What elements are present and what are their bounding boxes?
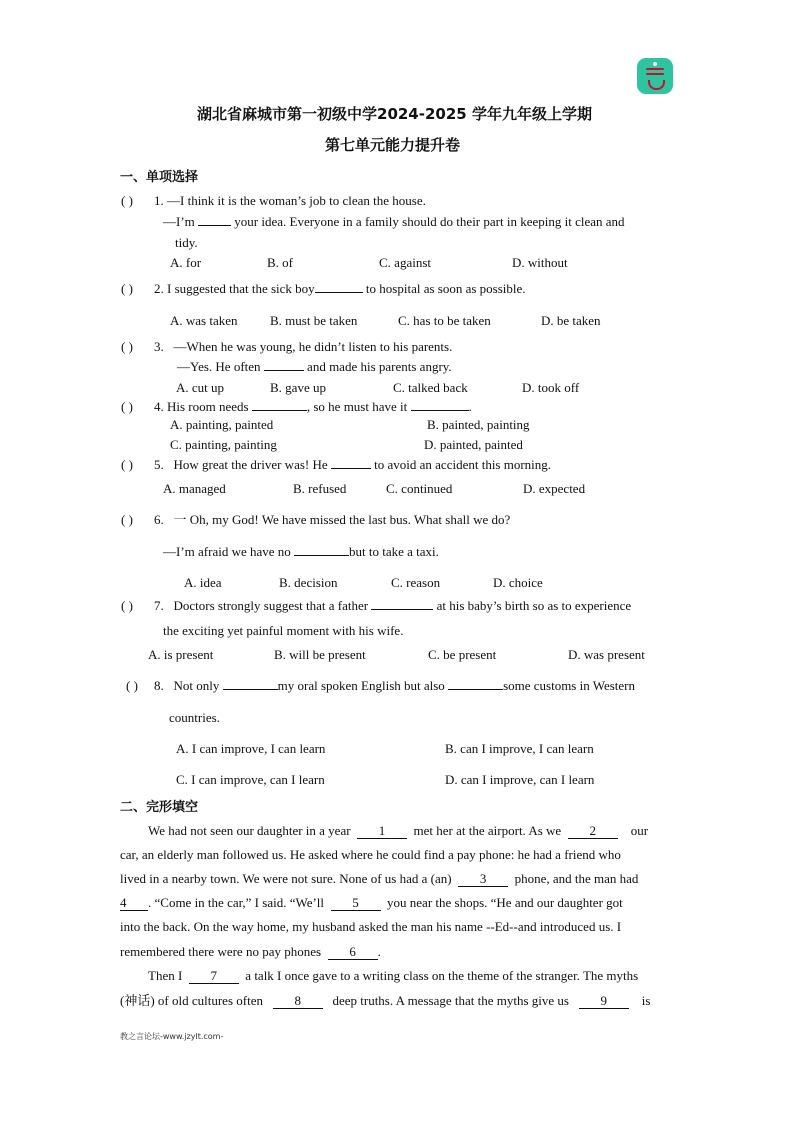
q8-option-c: C. I can improve, can I learn	[176, 772, 325, 787]
q5-option-b: B. refused	[293, 481, 347, 496]
q2-option-b: B. must be taken	[270, 313, 358, 328]
cloze-line-5: into the back. On the way home, my husband asked the man his name --Ed--and introduced us. I	[120, 919, 622, 934]
question-3-paren: ( )	[121, 339, 133, 354]
q5-option-d: D. expected	[523, 481, 586, 496]
question-7-line2: the exciting yet painful moment with his wife.	[163, 623, 404, 638]
q8-option-a: A. I can improve, I can learn	[176, 741, 326, 756]
cloze-line-6: remembered there were no pay phones 6 .	[120, 944, 381, 959]
question-5-stem: 5. How great the driver was! He to avoid an accident this morning.	[154, 457, 552, 472]
question-8-paren: ( )	[126, 678, 138, 693]
q3-option-c: C. talked back	[393, 380, 468, 395]
cloze-line-8: (神话) of old cultures often 8 deep truths. A message that the myths give us 9 is	[120, 993, 651, 1008]
cloze-line-4: 4 . “Come in the car,” I said. “We’ll 5 you near the shops. “He and our daughter got	[120, 895, 623, 910]
question-6-line2: —I’m afraid we have no but to take a taxi.	[163, 544, 439, 559]
q3-option-a: A. cut up	[176, 380, 225, 395]
q2-option-c: C. has to be taken	[398, 313, 491, 328]
cloze-line-1: We had not seen our daughter in a year 1 met her at the airport. As we 2 our	[148, 823, 649, 838]
cloze-blank-2: 2	[568, 824, 618, 839]
question-8-stem: 8. Not only my oral spoken English but also some customs in Western	[154, 678, 636, 693]
q4-option-a: A. painting, painted	[170, 417, 274, 432]
q4-option-c: C. painting, painting	[170, 437, 277, 452]
q5-option-a: A. managed	[163, 481, 226, 496]
q3-option-b: B. gave up	[270, 380, 326, 395]
q4-option-d: D. painted, painted	[424, 437, 523, 452]
document-title: 湖北省麻城市第一初级中学2024-2025 学年九年级上学期	[197, 105, 592, 123]
cloze-blank-3: 3	[458, 872, 508, 887]
question-5-paren: ( )	[121, 457, 133, 472]
q4-option-b: B. painted, painting	[427, 417, 530, 432]
question-1-line3: tidy.	[175, 235, 198, 250]
question-2-paren: ( )	[121, 281, 133, 296]
question-2-stem: 2. I suggested that the sick boy to hospital as soon as possible.	[154, 281, 526, 296]
cloze-blank-1: 1	[357, 824, 407, 839]
cloze-blank-9: 9	[579, 994, 629, 1009]
q7-option-b: B. will be present	[274, 647, 366, 662]
question-6-paren: ( )	[121, 512, 133, 527]
question-8-line2: countries.	[169, 710, 220, 725]
q1-option-d: D. without	[512, 255, 568, 270]
q6-option-a: A. idea	[184, 575, 222, 590]
q1-option-c: C. against	[379, 255, 431, 270]
cloze-blank-7: 7	[189, 969, 239, 984]
q6-option-d: D. choice	[493, 575, 543, 590]
q2-option-d: D. be taken	[541, 313, 601, 328]
question-4-stem: 4. His room needs , so he must have it .	[154, 399, 472, 414]
document-subtitle: 第七单元能力提升卷	[325, 136, 461, 154]
q1-option-b: B. of	[267, 255, 293, 270]
q8-option-b: B. can I improve, I can learn	[445, 741, 594, 756]
question-3-line2: —Yes. He often and made his parents angry.	[177, 359, 452, 374]
question-1-stem: 1. —I think it is the woman’s job to clean the house.	[154, 193, 426, 208]
q7-option-d: D. was present	[568, 647, 645, 662]
cloze-line-7: Then I 7 a talk I once gave to a writing class on the theme of the stranger. The myths	[148, 968, 639, 983]
q7-option-c: C. be present	[428, 647, 497, 662]
question-1-line2: —I’m your idea. Everyone in a family should do their part in keeping it clean and	[163, 214, 625, 229]
cloze-blank-4: 4	[120, 896, 148, 911]
section-heading-single-choice: 一、单项选择	[120, 170, 199, 185]
question-7-stem: 7. Doctors strongly suggest that a father at his baby’s birth so as to experience	[154, 598, 632, 613]
cloze-blank-8: 8	[273, 994, 323, 1009]
question-4-paren: ( )	[121, 399, 133, 414]
footer-source: 教之言论坛-www.jzylt.com-	[120, 1032, 224, 1041]
cloze-line-3: lived in a nearby town. We were not sure. None of us had a (an) 3 phone, and the man had	[120, 871, 639, 886]
q2-option-a: A. was taken	[170, 313, 238, 328]
question-6-stem: 6. 一 Oh, my God! We have missed the last bus. What shall we do?	[154, 512, 511, 527]
q7-option-a: A. is present	[148, 647, 214, 662]
q3-option-d: D. took off	[522, 380, 580, 395]
q1-option-a: A. for	[170, 255, 202, 270]
jiaozhiyan-logo-icon	[637, 58, 673, 94]
question-1-paren: ( )	[121, 193, 133, 208]
q6-option-b: B. decision	[279, 575, 338, 590]
q8-option-d: D. can I improve, can I learn	[445, 772, 595, 787]
q5-option-c: C. continued	[386, 481, 453, 496]
q6-option-c: C. reason	[391, 575, 441, 590]
cloze-line-2: car, an elderly man followed us. He asked where he could find a pay phone: he had a friend who	[120, 847, 621, 862]
question-7-paren: ( )	[121, 598, 133, 613]
section-heading-cloze: 二、完形填空	[120, 800, 199, 815]
cloze-blank-5: 5	[331, 896, 381, 911]
cloze-blank-6: 6	[328, 945, 378, 960]
question-3-stem: 3. —When he was young, he didn’t listen to his parents.	[154, 339, 453, 354]
